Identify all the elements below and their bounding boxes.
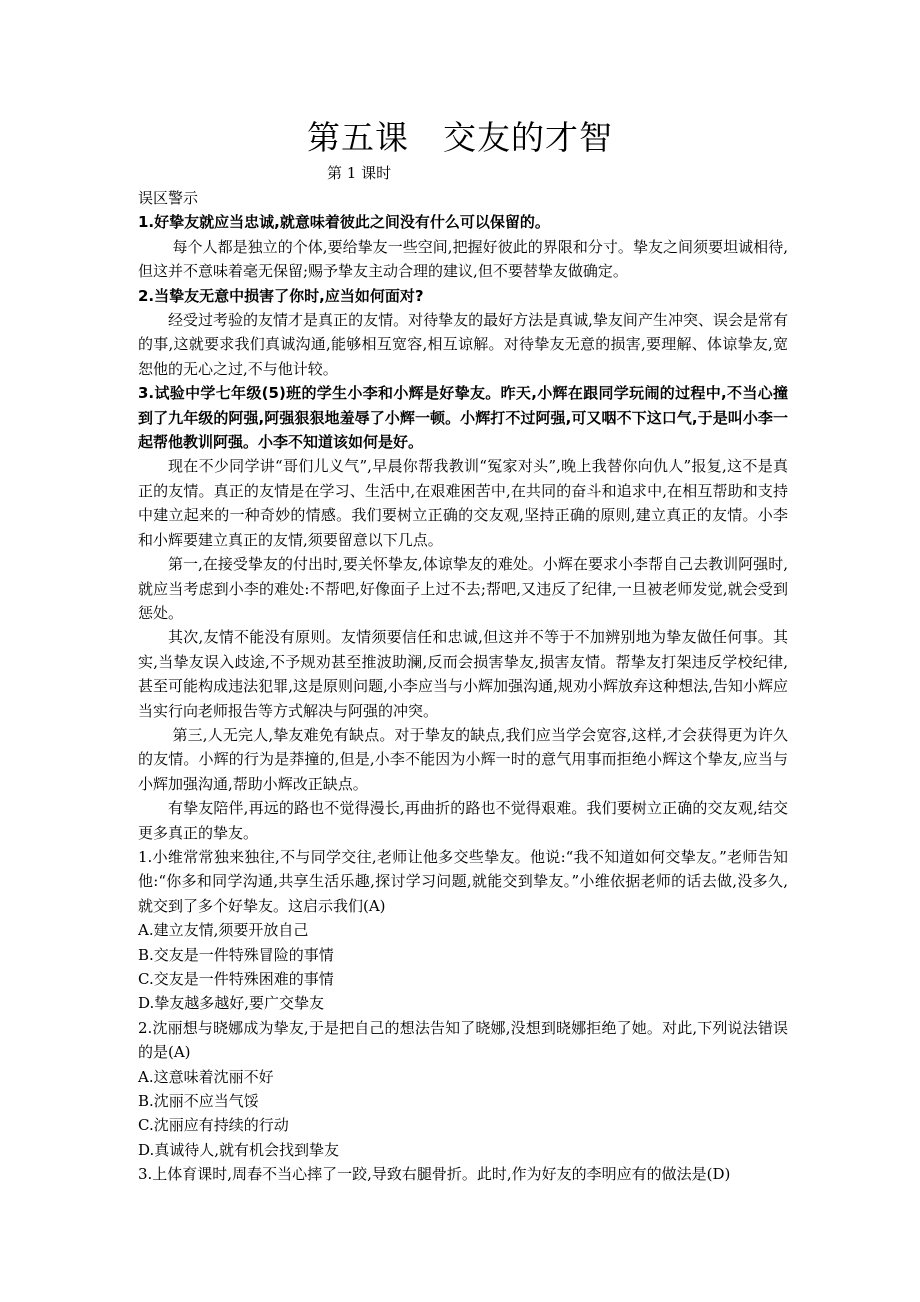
- exercise-1-question: 1.小维常常独来独往,不与同学交往,老师让他多交些挚友。他说:“我不知道如何交挚友。”老师告知他:“你多和同学沟通,共享生活乐趣,探讨学习问题,就能交到挚友。”小维依据老师的话去做,没多久,就交到了多个好挚友。这启示我们(A): [138, 847, 788, 915]
- q1-heading: 1.好挚友就应当忠诚,就意味着彼此之间没有什么可以保留的。: [138, 213, 550, 232]
- lesson-title: [0, 112, 920, 159]
- exercise-2-option-a: A.这意味着沈丽不好: [138, 1067, 274, 1086]
- exercise-2-option-d: D.真诚待人,就有机会找到挚友: [138, 1140, 340, 1159]
- q2-body: 经受过考验的友情才是真正的友情。对待挚友的最好方法是真诚,挚友间产生冲突、误会是常有的事,这就要求我们真诚沟通,能够相互宽容,相互谅解。对待挚友无意的损害,要理解、体谅挚友,宽恕他的无心之过,不与他计较。: [138, 311, 788, 378]
- q2-heading: 2.当挚友无意中损害了你时,应当如何面对?: [138, 286, 424, 305]
- exercise-2-option-c: C.沈丽应有持续的行动: [138, 1116, 289, 1135]
- q3-heading: 3.试验中学七年级(5)班的学生小李和小辉是好挚友。昨天,小辉在跟同学玩闹的过程中,不当心撞到了九年级的阿强,阿强狠狠地羞辱了小辉一顿。小辉打不过阿强,可又咽不下这口气,于是叫小李一起帮他教训阿强。小李不知道该如何是好。: [138, 384, 788, 452]
- q1-body: 每个人都是独立的个体,要给挚友一些空间,把握好彼此的界限和分寸。挚友之间须要坦诚相待,但这并不意味着毫无保留;赐予挚友主动合理的建议,但不要替挚友做确定。: [138, 237, 788, 281]
- lesson-name: 交友的才智: [443, 118, 613, 157]
- q3-para-4: 第三,人无完人,挚友难免有缺点。对于挚友的缺点,我们应当学会宽容,这样,才会获得更为许久的友情。小辉的行为是莽撞的,但是,小李不能因为小辉一时的意气用事而拒绝小辉这个挚友,应当与小辉加强沟通,帮助小辉改正缺点。: [138, 725, 788, 793]
- q3-para-5: 有挚友陪伴,再远的路也不觉得漫长,再曲折的路也不觉得艰难。我们要树立正确的交友观,结交更多真正的挚友。: [138, 799, 788, 842]
- q3-para-1: 现在不少同学讲“哥们儿义气”,早晨你帮我教训“冤家对头”,晚上我替你向仇人”报复,这不是真正的友情。真正的友情是在学习、生活中,在艰难困苦中,在共同的奋斗和追求中,在相互帮助和支持中建立起来的一种奇妙的情感。我们要树立正确的交友观,坚持正确的原则,建立真正的友情。小李和小辉要建立真正的友情,须要留意以下几点。: [138, 457, 788, 549]
- exercise-1-option-b: B.交友是一件特殊冒险的事情: [138, 945, 334, 964]
- document-body: [138, 186, 788, 1187]
- section-label: 误区警示: [138, 189, 199, 207]
- q3-para-3: 其次,友情不能没有原则。友情须要信任和忠诚,但这并不等于不加辨别地为挚友做任何事。其实,当挚友误入歧途,不予规劝甚至推波助澜,反而会损害挚友,损害友情。帮挚友打架违反学校纪律,甚至可能构成违法犯罪,这是原则问题,小李应当与小辉加强沟通,规劝小辉放弃这种想法,告知小辉应当实行向老师报告等方式解决与阿强的冲突。: [138, 628, 788, 720]
- exercise-2-option-b: B.沈丽不应当气馁: [138, 1092, 259, 1111]
- lesson-number: 第五课: [307, 118, 409, 157]
- exercise-1-option-a: A.建立友情,须要开放自己: [138, 921, 309, 940]
- exercise-2-question: 2.沈丽想与晓娜成为挚友,于是把自己的想法告知了晓娜,没想到晓娜拒绝了她。对此,下列说法错误的是(A): [138, 1018, 788, 1062]
- exercise-1-option-d: D.挚友越多越好,要广交挚友: [138, 994, 325, 1013]
- lesson-subtitle: 第 1 课时: [327, 164, 392, 182]
- exercise-3-question: 3.上体育课时,周春不当心摔了一跤,导致右腿骨折。此时,作为好友的李明应有的做法是(D): [138, 1165, 731, 1184]
- exercise-1-option-c: C.交友是一件特殊困难的事情: [138, 970, 334, 988]
- q3-para-2: 第一,在接受挚友的付出时,要关怀挚友,体谅挚友的难处。小辉在要求小李帮自己去教训阿强时,就应当考虑到小李的难处:不帮吧,好像面子上过不去;帮吧,又违反了纪律,一旦被老师发觉,就会受到惩处。: [138, 555, 788, 622]
